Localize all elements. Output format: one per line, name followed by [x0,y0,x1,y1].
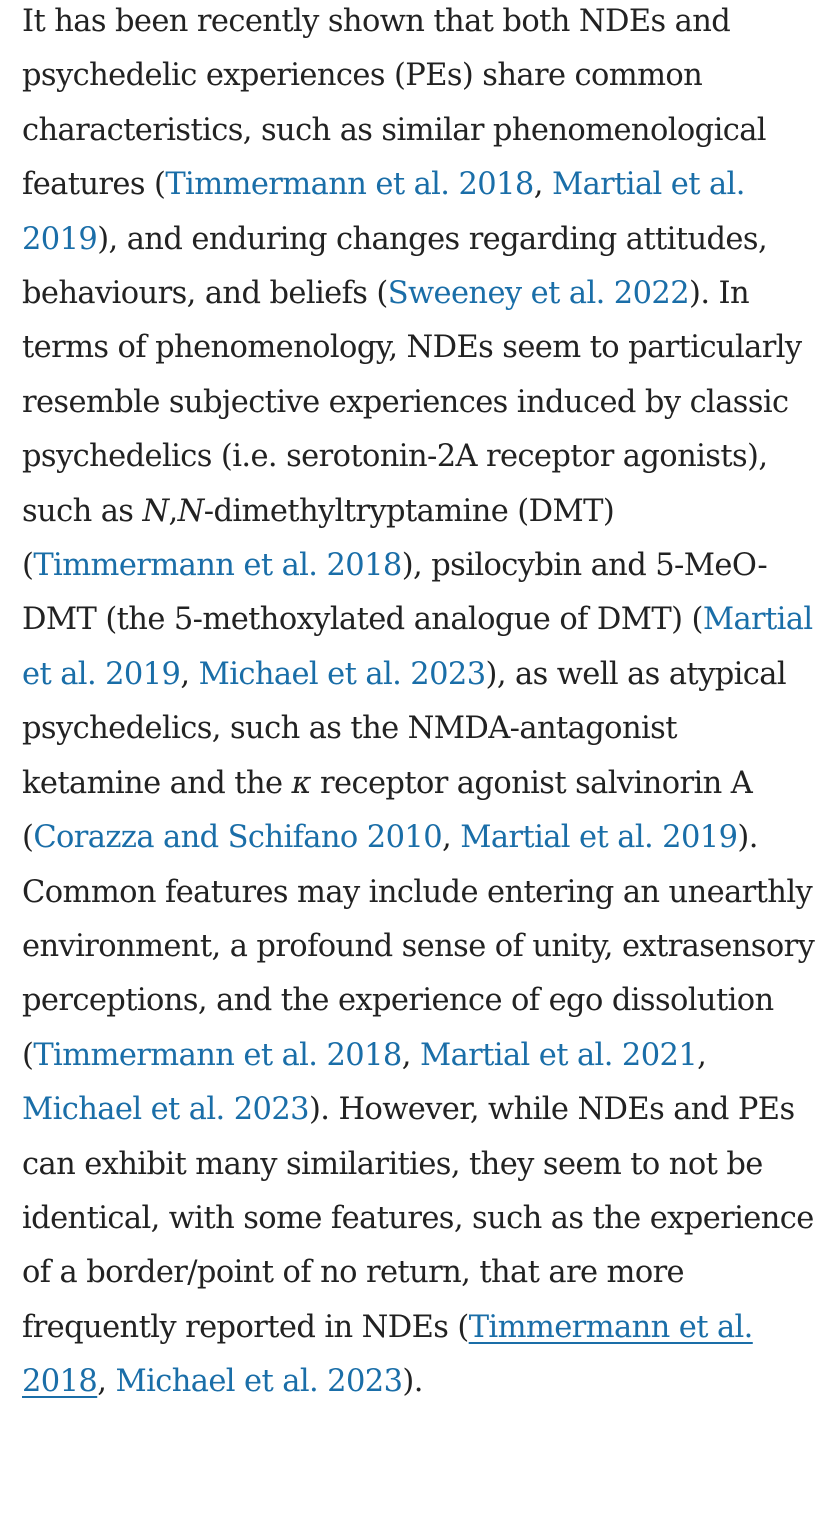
citation-link-timmermann-2018-focused[interactable]: Timmermann et al. 2018 [22,1309,753,1400]
citation-link-timmermann-2018[interactable]: Timmermann et al. 2018 [33,1037,402,1073]
citation-link-michael-2023[interactable]: Michael et al. 2023 [198,656,486,692]
citation-link-sweeney-2022[interactable]: Sweeney et al. 2022 [387,276,690,312]
italic-n: N [177,493,204,529]
text-run: ). However, while NDEs and PEs can exhibit many similarities, they seem to not be identical, with some features, such as the experience of a border/point of no return, that are more frequently reported in NDEs ( [22,1092,814,1345]
text-run: ). Common features may include entering an unearthly environment, a profound sense of unity, extrasensory perceptions, and the experience of ego dissolution ( [22,820,815,1073]
text-run: ), as well as atypical psychedelics, such as the NMDA-antagonist ketamine and the [22,656,786,801]
citation-link-michael-2023[interactable]: Michael et al. 2023 [22,1092,309,1128]
body-paragraph [22,0,824,1410]
text-run: -dimethyltryptamine (DMT) ( [22,493,615,584]
citation-link-timmermann-2018[interactable]: Timmermann et al. 2018 [33,548,402,584]
text-run: , [697,1037,707,1073]
text-run: ), psilocybin and 5-MeO-DMT (the 5-methoxylated analogue of DMT) ( [22,548,768,638]
citation-link-timmermann-2018[interactable]: Timmermann et al. 2018 [165,167,534,203]
citation-link-michael-2023[interactable]: Michael et al. 2023 [115,1364,403,1400]
text-run: , [533,167,552,203]
text-run: , [97,1364,116,1400]
text-run: , [442,820,461,856]
text-run: ), and enduring changes regarding attitudes, behaviours, and beliefs ( [22,221,768,312]
text-run: , [180,656,199,692]
text-run: , [168,493,178,529]
citation-link-martial-2019[interactable]: Martial et al. 2019 [22,167,745,257]
text-run: receptor agonist salvinorin A ( [22,765,753,856]
text-run: It has been recently shown that both NDEs and psychedelic experiences (PEs) share common characteristics, such as similar phenomenological features ( [22,4,766,203]
kappa-symbol: κ [291,765,311,801]
text-run: ). [402,1364,423,1400]
citation-link-martial-2019[interactable]: Martial et al. 2019 [22,602,813,692]
text-run: , [401,1037,420,1073]
italic-n: N [142,493,169,529]
citation-link-corazza-2010[interactable]: Corazza and Schifano 2010 [33,820,443,856]
text-run: ). In terms of phenomenology, NDEs seem to particularly resemble subjective experiences induced by classic psychedelics (i.e. serotonin-2A receptor agonists), such as [22,276,802,529]
citation-link-martial-2021[interactable]: Martial et al. 2021 [419,1037,698,1073]
citation-link-martial-2019[interactable]: Martial et al. 2019 [460,820,738,856]
